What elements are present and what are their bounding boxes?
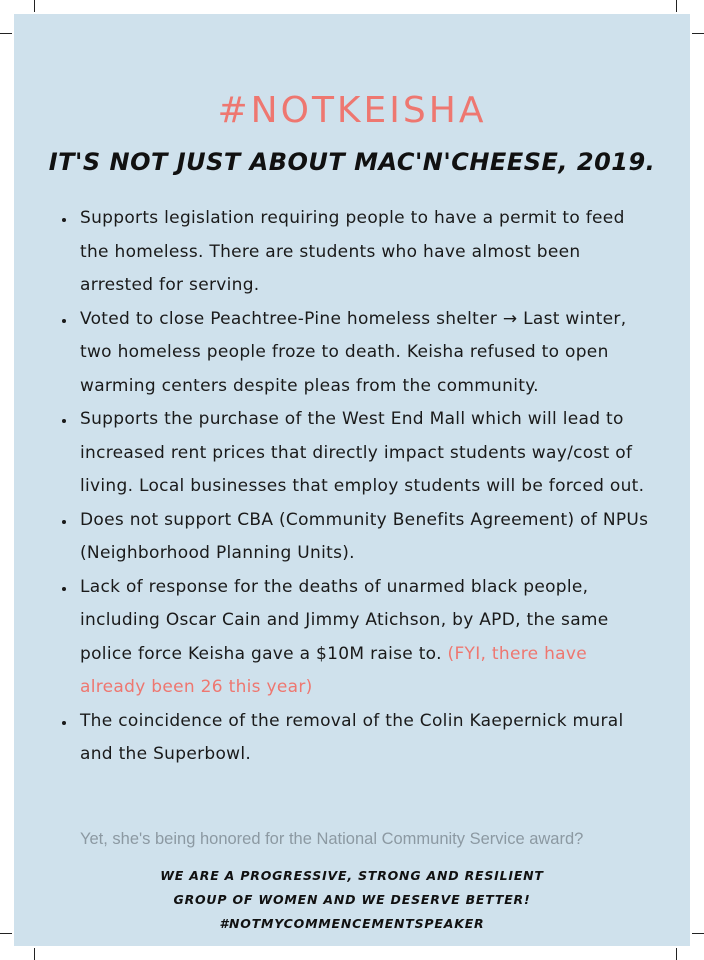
closing-line-1: WE ARE A PROGRESSIVE, STRONG AND RESILIENT (160, 868, 544, 883)
closing-statement (14, 864, 690, 936)
bullet-text: Lack of response for the deaths of unarmed black people, including Oscar Cain and Jimmy Atichson, by APD, the same police force Keisha gave a $10M raise to. (80, 576, 609, 664)
bullet-item (58, 202, 658, 303)
bullet-text: Supports legislation requiring people to have a permit to feed the homeless. There are students who have almost been arrested for serving. (80, 208, 625, 295)
crop-mark-right-top (692, 33, 704, 34)
bullet-item (58, 403, 658, 504)
bullet-item (58, 705, 658, 772)
flyer-card (14, 14, 690, 946)
crop-mark-left-top (0, 33, 12, 34)
crop-mark-bottom-right (676, 948, 677, 960)
bullet-text: Supports the purchase of the West End Mall which will lead to increased rent prices that directly impact students way/cost of living. Local businesses that employ students will be forced out. (80, 409, 645, 496)
highlight-note: (FYI, there have already been 26 this year) (80, 643, 588, 697)
crop-mark-left-bottom (0, 933, 12, 934)
bullet-text: Voted to close Peachtree-Pine homeless shelter → Last winter, two homeless people froze to death. Keisha refused to open warming centers despite pleas from the community. (80, 308, 627, 396)
bullet-list (58, 202, 658, 772)
crop-mark-top-right (676, 0, 677, 12)
bullet-item (58, 504, 658, 571)
hashtag-title: #NOTKEISHA (217, 90, 487, 131)
headline: IT'S NOT JUST ABOUT MAC'N'CHEESE, 2019. (48, 148, 656, 176)
bullet-text: Does not support CBA (Community Benefits Agreement) of NPUs (Neighborhood Planning Units). (80, 509, 649, 563)
bullet-item (58, 303, 658, 404)
crop-mark-top-left (34, 0, 35, 12)
award-question: Yet, she's being honored for the National Community Service award? (80, 830, 584, 848)
closing-hashtag: #NOTMYCOMMENCEMENTSPEAKER (219, 916, 485, 931)
bullet-text: The coincidence of the removal of the Colin Kaepernick mural and the Superbowl. (80, 710, 624, 764)
crop-mark-bottom-left (34, 948, 35, 960)
crop-mark-right-bottom (692, 933, 704, 934)
bullet-item (58, 571, 658, 705)
closing-line-2: GROUP OF WOMEN AND WE DESERVE BETTER! (173, 892, 531, 907)
